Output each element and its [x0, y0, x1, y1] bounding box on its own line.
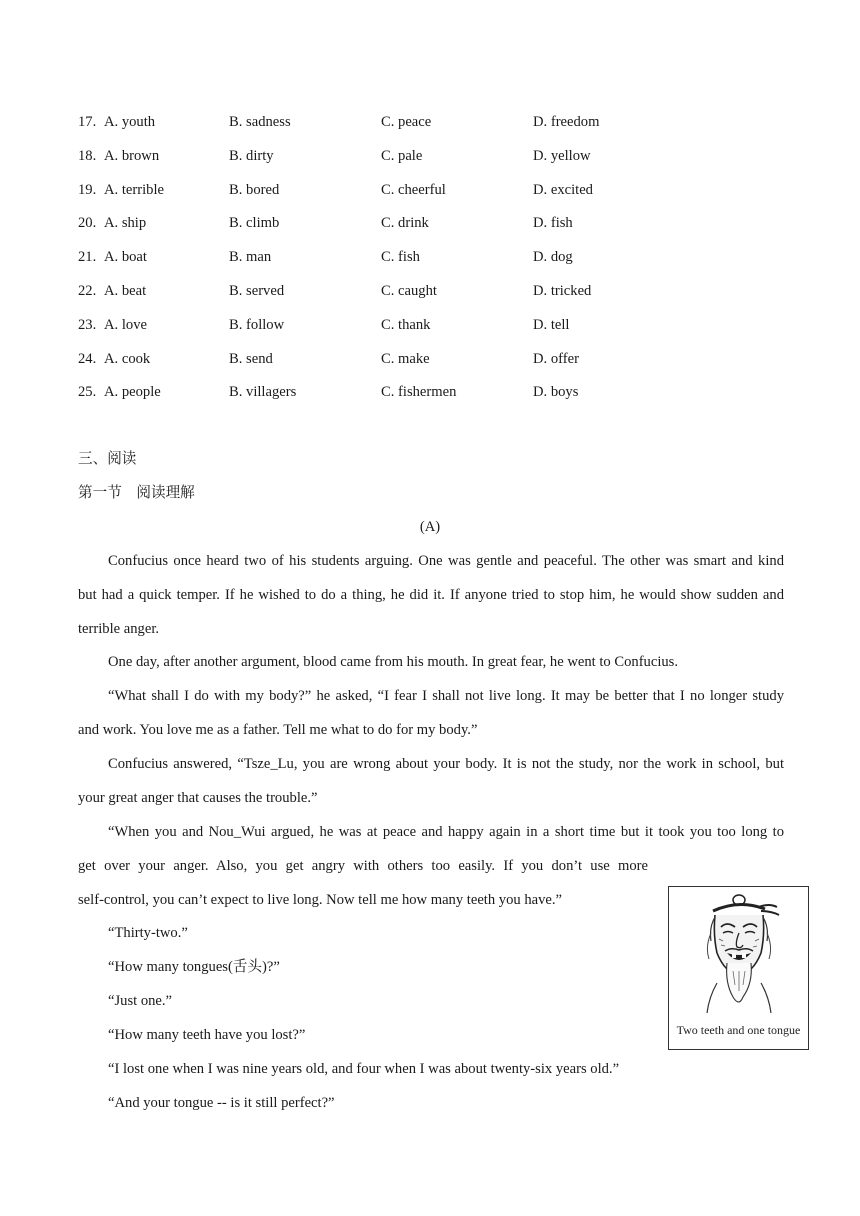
dialogue-line: “How many teeth have you lost?”	[108, 1027, 306, 1043]
option-a: A. people	[104, 384, 161, 401]
option-row	[78, 382, 778, 402]
question-number: 23.	[78, 316, 97, 333]
option-a: A. beat	[104, 283, 147, 299]
option-a: A. terrible	[104, 181, 164, 198]
paragraph-line: and work. You love me as a father. Tell me what to do for my body.”	[78, 722, 478, 738]
option-d: D. tricked	[533, 283, 592, 299]
question-number: 22.	[78, 283, 97, 299]
option-a: A. boat	[104, 249, 147, 266]
option-row	[78, 112, 778, 132]
old-man-illustration	[668, 886, 809, 1050]
dialogue-line: “Thirty-two.”	[108, 925, 188, 941]
paragraph-line: terrible anger.	[78, 621, 160, 637]
option-b: B. send	[229, 350, 273, 367]
option-b: B. villagers	[229, 384, 297, 401]
paragraph-line: Confucius answered, “Tsze_Lu, you are wrong about your body. It is not the study, nor the work in school, but	[108, 756, 784, 772]
option-b: B. climb	[229, 215, 280, 232]
option-row	[78, 349, 778, 369]
option-c: C. make	[381, 350, 430, 367]
option-d: D. dog	[533, 249, 573, 266]
paragraph-3	[78, 679, 784, 747]
option-b: B. served	[229, 283, 285, 299]
passage-label: (A)	[419, 519, 441, 535]
option-d: D. boys	[533, 384, 579, 401]
option-c: C. thank	[381, 316, 431, 333]
paragraph-2	[78, 645, 784, 679]
dialogue-line: “I lost one when I was nine years old, and four when I was about twenty-six years old.”	[108, 1061, 620, 1077]
subsection-heading: 第一节 阅读理解	[78, 485, 195, 501]
option-a: A. ship	[104, 215, 147, 232]
paragraph-1	[78, 544, 784, 646]
question-number: 17.	[78, 114, 97, 130]
option-row	[78, 146, 778, 166]
question-number: 21.	[78, 249, 97, 266]
option-d: D. fish	[533, 215, 573, 232]
option-c: C. drink	[381, 215, 429, 232]
section-heading: 三、阅读	[78, 451, 137, 467]
option-a: A. youth	[104, 114, 156, 130]
paragraph-line: “When you and Nou_Wui argued, he was at peace and happy again in a short time but it took you too long to	[108, 824, 784, 840]
option-c: C. pale	[381, 147, 423, 164]
option-d: D. offer	[533, 350, 579, 367]
question-number: 19.	[78, 181, 97, 198]
option-b: B. follow	[229, 316, 285, 333]
figure-caption: Two teeth and one tongue	[676, 1023, 801, 1037]
option-c: C. fishermen	[381, 384, 457, 401]
option-a: A. cook	[104, 350, 151, 367]
option-b: B. man	[229, 249, 272, 266]
option-row	[78, 281, 778, 301]
option-a: A. love	[104, 316, 147, 333]
option-d: D. freedom	[533, 114, 600, 130]
paragraph-line: get over your anger. Also, you get angry with others too easily. If you don’t use more	[78, 858, 648, 874]
paragraph-line: your great anger that causes the trouble.”	[78, 790, 318, 806]
option-row	[78, 247, 778, 267]
paragraph-line: self-control, you can’t expect to live long. Now tell me how many teeth you have.”	[78, 892, 563, 908]
paragraph-line: One day, after another argument, blood came from his mouth. In great fear, he went to Confucius.	[108, 654, 679, 670]
dialogue-line: “How many tongues(舌头)?”	[108, 959, 280, 975]
question-number: 18.	[78, 147, 97, 164]
dialogue-line: “Just one.”	[108, 993, 173, 1009]
option-d: D. tell	[533, 316, 570, 333]
question-number: 20.	[78, 215, 97, 232]
option-row	[78, 213, 778, 233]
paragraph-4	[78, 747, 784, 815]
question-number: 24.	[78, 350, 97, 367]
option-d: D. excited	[533, 181, 593, 198]
paragraph-line: “What shall I do with my body?” he asked, “I fear I shall not live long. It may be better that I no longer study	[108, 688, 784, 704]
paragraph-line: but had a quick temper. If he wished to do a thing, he did it. If anyone tried to stop him, he would show sudden and	[78, 587, 784, 603]
option-c: C. fish	[381, 249, 420, 266]
option-row	[78, 180, 778, 200]
option-b: B. dirty	[229, 147, 274, 164]
option-b: B. bored	[229, 181, 280, 198]
option-d: D. yellow	[533, 147, 591, 164]
option-c: C. peace	[381, 114, 432, 130]
option-row	[78, 315, 778, 335]
paragraph-line: Confucius once heard two of his students arguing. One was gentle and peaceful. The other was smart and kind	[108, 553, 784, 569]
option-b: B. sadness	[229, 114, 291, 130]
option-c: C. caught	[381, 283, 437, 299]
option-a: A. brown	[104, 147, 160, 164]
dialogue-line: “And your tongue -- is it still perfect?”	[108, 1095, 335, 1111]
option-c: C. cheerful	[381, 181, 446, 198]
question-number: 25.	[78, 384, 97, 401]
